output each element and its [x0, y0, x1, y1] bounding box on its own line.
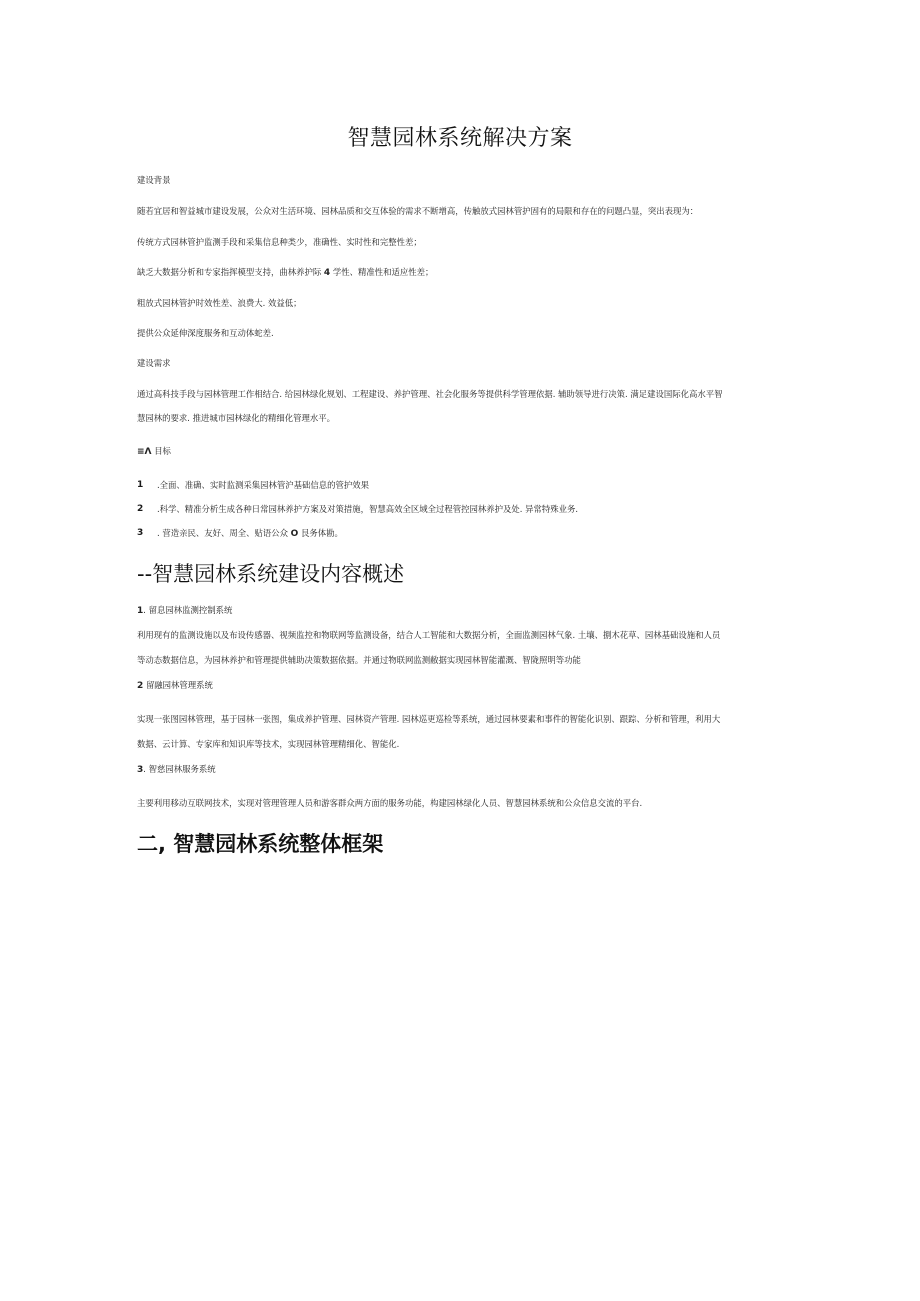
goal-3-text-part-c: 艮务体勘。	[300, 528, 343, 538]
background-item-4: 提供公众延伸深度服务和互动体蛇差.	[137, 328, 274, 338]
subsystem-3-line-1: 主要利用移动互联网技术，实现对管理管理人员和游客群众两方面的服务功能，构建园林绿化人员、智慧园林系统和公众信息交流的平台.	[137, 798, 643, 808]
background-item-2	[137, 266, 433, 279]
subsystem-3-title: . 智慈园林服务系统	[143, 764, 216, 774]
requirements-line-2: 慧园林的要求. 推进城市园林绿化的精细化管理水平。	[137, 413, 335, 423]
subsystem-2-number: 2	[137, 681, 144, 691]
subsystem-2-line-1: 实现一张图园林管理，基于园林一张图，集成养护管理、园林资产管理. 园林巡更巡检等系统，通过园林要素和事件的智能化识别、跟踪、分析和管理，利用大	[137, 714, 721, 724]
goal-3-number: 3	[137, 528, 144, 538]
goal-1-text: .全面、准确、实时监测采集园林管沪基础信息的管护效果	[157, 480, 370, 490]
goal-1-number: 1	[137, 480, 144, 490]
background-item-2-part-b: 学性、精准性和适应性差；	[332, 267, 434, 277]
background-item-2-number: 4	[323, 268, 331, 278]
background-heading: 建设背景	[137, 175, 171, 185]
subsystem-1-heading	[137, 604, 232, 617]
goals-heading-label: 目标	[154, 446, 171, 456]
goals-heading	[137, 445, 171, 458]
goal-3-text	[157, 527, 343, 540]
subsystem-1-title: . 留息园林监测控制系统	[143, 605, 233, 615]
subsystem-2-line-2: 数据、云计算、专家库和知识库等技术，实现园林管理精细化、智能化.	[137, 739, 400, 749]
section-2-title: 二, 智慧园林系统整体框架	[137, 832, 384, 856]
subsystem-1-line-2: 等动态数据信息，为园林养护和管理提供辅助决策数据依据。并通过物联网监测敝据实现园林智能灌溉、智陇照明等功能	[137, 655, 581, 665]
document-title: 智慧园林系统解决方案	[347, 126, 573, 151]
subsystem-2-title: 留融园林管理系统	[145, 680, 213, 690]
background-item-1: 传统方式园林管护监测手段和采集信息种类少，准确性、实时性和完整性差；	[137, 237, 422, 247]
background-item-2-part-a: 缺乏大数据分析和专家指挥模型支持，曲林养护际	[137, 267, 322, 277]
section-1-title: --智慧园林系统建设内容概述	[137, 562, 405, 586]
goal-2-text: .科学、精准分析生成各种日常园林养护方案及对策措施，智慧高效全区域全过程管控园林养护及处. 异常特殊业务.	[157, 504, 579, 514]
subsystem-3-number: 3	[137, 765, 144, 775]
goal-3-text-part-a: . 营造亲民、友好、周全、贴语公众	[157, 528, 288, 538]
subsystem-1-line-1: 利用现有的监测设施以及布设传感器、视频监控和物联网等监测设备，结合人工智能和大数据分析，全面监测园林气象. 土壤、捌木花草、园林基础设施和人员	[137, 630, 721, 640]
requirements-line-1: 通过高科技手段与园林管理工作相结合. 给园林绿化规划、工程建设、养护管理、社会化服务等提供科学管理依据. 辅助领导进行决策. 满足建设国际化高水平智	[137, 389, 723, 399]
background-intro: 随若宜居和智益城市建设发展，公众对生活环境、园林品质和交互体验的需求不断增高，传触放式园林管护固有的局限和存在的问题凸显，突出表现为：	[137, 206, 699, 216]
goals-heading-mark: ≡Λ	[137, 447, 152, 457]
subsystem-2-heading	[137, 679, 213, 692]
goal-2-number: 2	[137, 504, 144, 514]
goal-3-text-part-b: O	[290, 529, 299, 539]
subsystem-1-number: 1	[137, 606, 144, 616]
background-item-3: 粗放式园林管护时效性差、浪费大. 效益低；	[137, 298, 302, 308]
requirements-heading: 建设需求	[137, 358, 171, 368]
subsystem-3-heading	[137, 763, 216, 776]
